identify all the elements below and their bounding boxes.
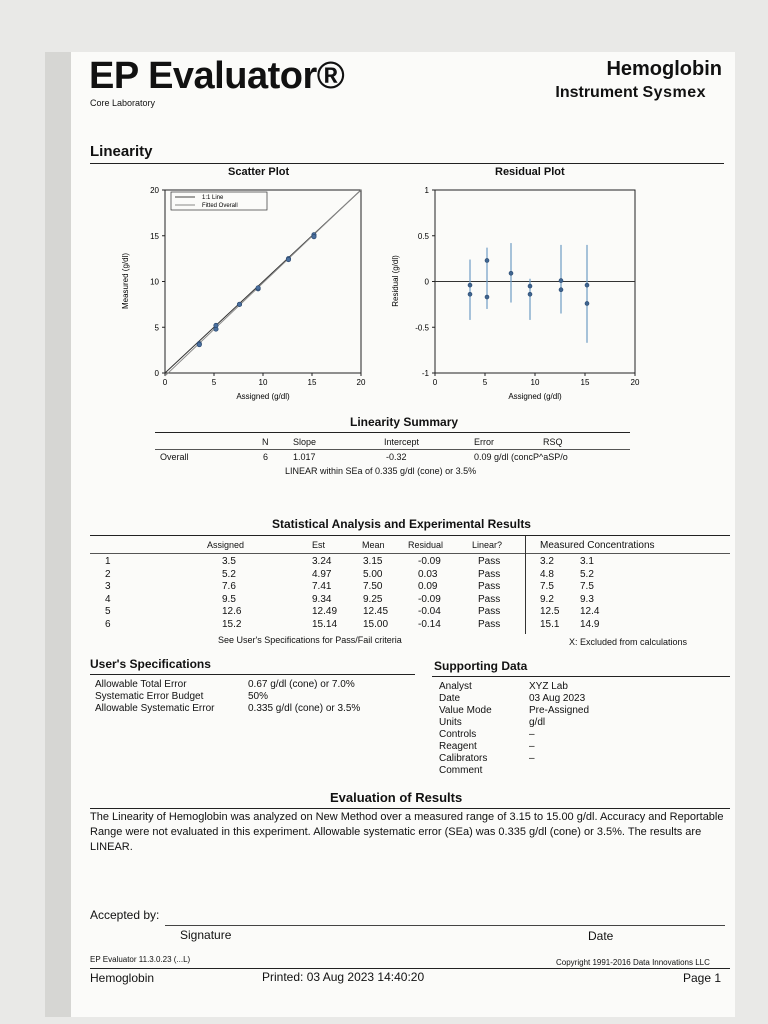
stats-cell-n: 4 bbox=[105, 593, 111, 605]
stats-cell-mean: 9.25 bbox=[363, 593, 383, 605]
residual-xtick-label: 15 bbox=[580, 378, 590, 387]
stats-header-mean: Mean bbox=[362, 540, 385, 550]
stats-cell-est: 9.34 bbox=[312, 593, 332, 605]
stats-cell-m1: 3.2 bbox=[540, 556, 554, 567]
residual-title: Residual Plot bbox=[495, 166, 565, 178]
residual-ylabel: Residual (g/dl) bbox=[391, 255, 400, 307]
specs-rule bbox=[90, 674, 415, 675]
stats-cell-assigned: 7.6 bbox=[222, 581, 236, 592]
scatter-xtick-label: 20 bbox=[356, 378, 366, 387]
section-rule bbox=[90, 163, 724, 164]
stats-cell-residual: -0.14 bbox=[418, 618, 441, 630]
scatter-xtick-label: 5 bbox=[211, 378, 217, 387]
stats-cell-linear: Pass bbox=[478, 556, 501, 567]
stats-cell-assigned: 3.5 bbox=[222, 556, 236, 567]
analyte-title: Hemoglobin bbox=[606, 58, 722, 80]
section-title: Linearity bbox=[90, 143, 153, 160]
stats-cell-est: 7.41 bbox=[312, 581, 332, 592]
stats-cell-n: 6 bbox=[105, 618, 111, 630]
stats-cell-m2: 3.1 bbox=[580, 556, 594, 567]
scatter-plot bbox=[110, 180, 380, 410]
residual-ytick-label: -1 bbox=[421, 369, 429, 378]
supporting-label: Reagent bbox=[439, 741, 477, 752]
residual-point bbox=[585, 301, 589, 305]
supporting-label: Units bbox=[439, 717, 462, 728]
residual-xlabel: Assigned (g/dl) bbox=[508, 392, 562, 401]
summary-row-label: Overall bbox=[160, 452, 189, 462]
stats-cell-linear: Pass bbox=[478, 606, 501, 617]
scatter-point bbox=[312, 234, 316, 238]
signature-line bbox=[165, 925, 725, 926]
stats-cell-linear: Pass bbox=[478, 568, 501, 580]
residual-point bbox=[528, 292, 532, 296]
supporting-label: Comment bbox=[439, 765, 483, 776]
supporting-value: – bbox=[529, 753, 535, 764]
supporting-value: g/dl bbox=[529, 717, 546, 728]
stats-cell-assigned: 12.6 bbox=[222, 606, 242, 617]
scatter-xtick-label: 0 bbox=[162, 378, 168, 387]
residual-xtick-label: 5 bbox=[482, 378, 488, 387]
stats-cell-n: 2 bbox=[105, 568, 111, 580]
supporting-value: – bbox=[529, 741, 535, 752]
residual-point bbox=[559, 288, 563, 292]
supporting-value: Pre-Assigned bbox=[529, 705, 590, 716]
residual-xtick-label: 20 bbox=[630, 378, 640, 387]
stats-cell-mean: 7.50 bbox=[363, 581, 383, 592]
residual-point bbox=[485, 295, 489, 299]
scatter-point bbox=[256, 286, 260, 290]
stats-cell-est: 15.14 bbox=[312, 618, 338, 630]
stats-header-assigned: Assigned bbox=[207, 540, 245, 550]
fitted-line bbox=[165, 190, 361, 376]
stats-cell-mean: 15.00 bbox=[363, 618, 389, 630]
summary-rule bbox=[155, 432, 630, 433]
spec-value-1: 0.67 g/dl (cone) or 7.0% bbox=[248, 679, 355, 690]
scatter-point bbox=[237, 302, 241, 306]
stats-cell-est: 4.97 bbox=[312, 568, 332, 580]
scatter-xtick-label: 10 bbox=[258, 378, 268, 387]
stats-cell-linear: Pass bbox=[478, 618, 501, 630]
spec-value-3: 0.335 g/dl (cone) or 3.5% bbox=[248, 703, 361, 714]
scatter-legend bbox=[171, 192, 267, 210]
stats-cell-n: 1 bbox=[105, 556, 111, 567]
brand-subtitle: Core Laboratory bbox=[90, 98, 156, 108]
supporting-value: – bbox=[529, 729, 535, 740]
residual-ytick-label: 0 bbox=[424, 277, 429, 287]
supporting-label: Calibrators bbox=[439, 753, 488, 764]
evaluation-rule bbox=[90, 808, 730, 809]
spec-value-2: 50% bbox=[248, 691, 269, 702]
stats-cell-residual: -0.09 bbox=[418, 593, 441, 605]
stats-cell-assigned: 15.2 bbox=[222, 618, 242, 630]
stats-cell-linear: Pass bbox=[478, 593, 501, 605]
legend-label-1: 1:1 Line bbox=[202, 195, 224, 201]
stats-divider bbox=[525, 536, 526, 634]
scatter-xtick-label: 15 bbox=[307, 378, 317, 387]
summary-header-intercept: Intercept bbox=[384, 437, 420, 447]
summary-row-error: 0.09 g/dl (concP^aSP/o bbox=[474, 452, 568, 462]
stats-header-residual: Residual bbox=[408, 540, 444, 550]
supporting-label: Date bbox=[439, 693, 461, 704]
stats-cell-residual: -0.04 bbox=[418, 606, 441, 617]
stats-cell-m1: 12.5 bbox=[540, 606, 560, 617]
stats-cell-est: 12.49 bbox=[312, 606, 338, 617]
footer-copyright: Copyright 1991-2016 Data Innovations LLC bbox=[556, 958, 710, 967]
stats-footnote: See User's Specifications for Pass/Fail criteria bbox=[218, 635, 402, 645]
brand-title: EP Evaluator® bbox=[89, 55, 345, 97]
spec-label-2: Systematic Error Budget bbox=[95, 691, 204, 702]
scatter-ylabel: Measured (g/dl) bbox=[121, 252, 130, 310]
stats-cell-m2: 5.2 bbox=[580, 568, 594, 580]
residual-point bbox=[528, 284, 532, 288]
summary-header-rsq: RSQ bbox=[543, 437, 563, 447]
stats-cell-m1: 15.1 bbox=[540, 618, 560, 630]
stats-cell-residual: -0.09 bbox=[418, 556, 441, 567]
scatter-ytick-label: 15 bbox=[150, 231, 159, 241]
supporting-value: XYZ Lab bbox=[529, 681, 568, 692]
scatter-point bbox=[214, 323, 218, 327]
instrument-line bbox=[555, 84, 706, 102]
stats-cell-m2: 9.3 bbox=[580, 593, 594, 605]
stats-cell-mean: 5.00 bbox=[363, 568, 383, 580]
instrument-label: Instrument bbox=[555, 84, 639, 101]
stats-cell-assigned: 9.5 bbox=[222, 593, 236, 605]
date-label: Date bbox=[588, 929, 614, 943]
stats-cell-residual: 0.03 bbox=[418, 568, 438, 580]
residual-ytick-label: 0.5 bbox=[417, 231, 429, 241]
supporting-rule bbox=[432, 676, 730, 677]
supporting-label: Controls bbox=[439, 729, 477, 740]
residual-ytick-label: 1 bbox=[424, 186, 429, 195]
stats-title: Statistical Analysis and Experimental Results bbox=[272, 517, 531, 531]
scatter-xlabel: Assigned (g/dl) bbox=[236, 392, 290, 401]
summary-row-intercept: -0.32 bbox=[386, 452, 407, 462]
stats-header-linear: Linear? bbox=[472, 540, 503, 550]
scatter-ytick-label: 5 bbox=[154, 323, 159, 333]
residual-ytick-label: -0.5 bbox=[415, 323, 429, 333]
specs-title: User's Specifications bbox=[90, 657, 211, 671]
supporting-value: 03 Aug 2023 bbox=[529, 693, 586, 704]
residual-point bbox=[468, 283, 472, 287]
spec-label-3: Allowable Systematic Error bbox=[95, 703, 215, 714]
legend-label-2: Fitted Overall bbox=[202, 203, 238, 209]
stats-cell-mean: 3.15 bbox=[363, 556, 383, 567]
scatter-ytick-label: 0 bbox=[154, 369, 159, 378]
footer-analyte: Hemoglobin bbox=[90, 971, 155, 985]
evaluation-title: Evaluation of Results bbox=[330, 790, 463, 805]
summary-header-n: N bbox=[262, 437, 269, 447]
stats-header-est: Est bbox=[312, 540, 326, 550]
scatter-ytick-label: 10 bbox=[150, 277, 159, 287]
residual-point bbox=[468, 292, 472, 296]
scatter-marks bbox=[150, 186, 366, 387]
residual-xtick-label: 10 bbox=[530, 378, 540, 387]
supporting-label: Analyst bbox=[439, 681, 472, 692]
residual-plot bbox=[380, 180, 650, 410]
stats-cell-linear: Pass bbox=[478, 581, 501, 592]
stats-rule bbox=[90, 535, 730, 536]
summary-header-rule bbox=[155, 449, 630, 450]
stats-header-measured: Measured Concentrations bbox=[540, 540, 655, 551]
footer-page: Page 1 bbox=[683, 971, 722, 985]
stats-cell-mean: 12.45 bbox=[363, 606, 389, 617]
signature-label: Signature bbox=[180, 928, 232, 942]
stats-cell-est: 3.24 bbox=[312, 556, 332, 567]
stats-cell-n: 5 bbox=[105, 606, 111, 617]
footer-printed: Printed: 03 Aug 2023 14:40:20 bbox=[262, 970, 425, 984]
footer-version: EP Evaluator 11.3.0.23 (...L) bbox=[90, 955, 191, 964]
stats-cell-residual: 0.09 bbox=[418, 581, 438, 592]
stats-excluded-note: X: Excluded from calculations bbox=[569, 637, 688, 647]
residual-xtick-label: 0 bbox=[432, 378, 438, 387]
stats-cell-m2: 12.4 bbox=[580, 606, 600, 617]
stats-cell-m1: 9.2 bbox=[540, 593, 554, 605]
scatter-point bbox=[197, 342, 201, 346]
stats-cell-n: 3 bbox=[105, 581, 111, 592]
stats-cell-m1: 4.8 bbox=[540, 568, 554, 580]
summary-header-error: Error bbox=[474, 437, 494, 447]
stats-cell-m2: 14.9 bbox=[580, 618, 600, 630]
evaluation-text: The Linearity of Hemoglobin was analyzed on New Method over a measured range of 3.15 to 15.00 g/dl. Accuracy and Reportable Range were not evaluated in this experiment. Allowable systematic error (SEa) was 0.335 g/dl (cone) or 3.5%. The results are LINEAR. bbox=[90, 811, 724, 853]
supporting-title: Supporting Data bbox=[434, 659, 528, 673]
scatter-point bbox=[286, 257, 290, 261]
accepted-by-label: Accepted by: bbox=[90, 908, 160, 922]
stats-header-rule bbox=[90, 553, 730, 554]
summary-header-slope: Slope bbox=[293, 437, 317, 447]
supporting-label: Value Mode bbox=[439, 705, 492, 716]
residual-point bbox=[585, 283, 589, 287]
residual-marks bbox=[415, 186, 640, 387]
scan-margin bbox=[45, 52, 71, 1017]
residual-point bbox=[485, 258, 489, 262]
summary-note: LINEAR within SEa of 0.335 g/dl (cone) or 3.5% bbox=[285, 466, 477, 476]
residual-point bbox=[509, 271, 513, 275]
stats-cell-m2: 7.5 bbox=[580, 581, 594, 592]
instrument-value: Sysmex bbox=[642, 84, 706, 101]
stats-cell-assigned: 5.2 bbox=[222, 568, 236, 580]
scatter-ytick-label: 20 bbox=[150, 186, 159, 195]
summary-title: Linearity Summary bbox=[350, 415, 459, 429]
spec-label-1: Allowable Total Error bbox=[95, 679, 187, 690]
footer-rule bbox=[90, 968, 730, 969]
residual-point bbox=[559, 279, 563, 283]
summary-row-n: 6 bbox=[263, 452, 269, 462]
scatter-title: Scatter Plot bbox=[228, 166, 290, 178]
stats-cell-m1: 7.5 bbox=[540, 581, 554, 592]
summary-row-slope: 1.017 bbox=[293, 452, 316, 462]
